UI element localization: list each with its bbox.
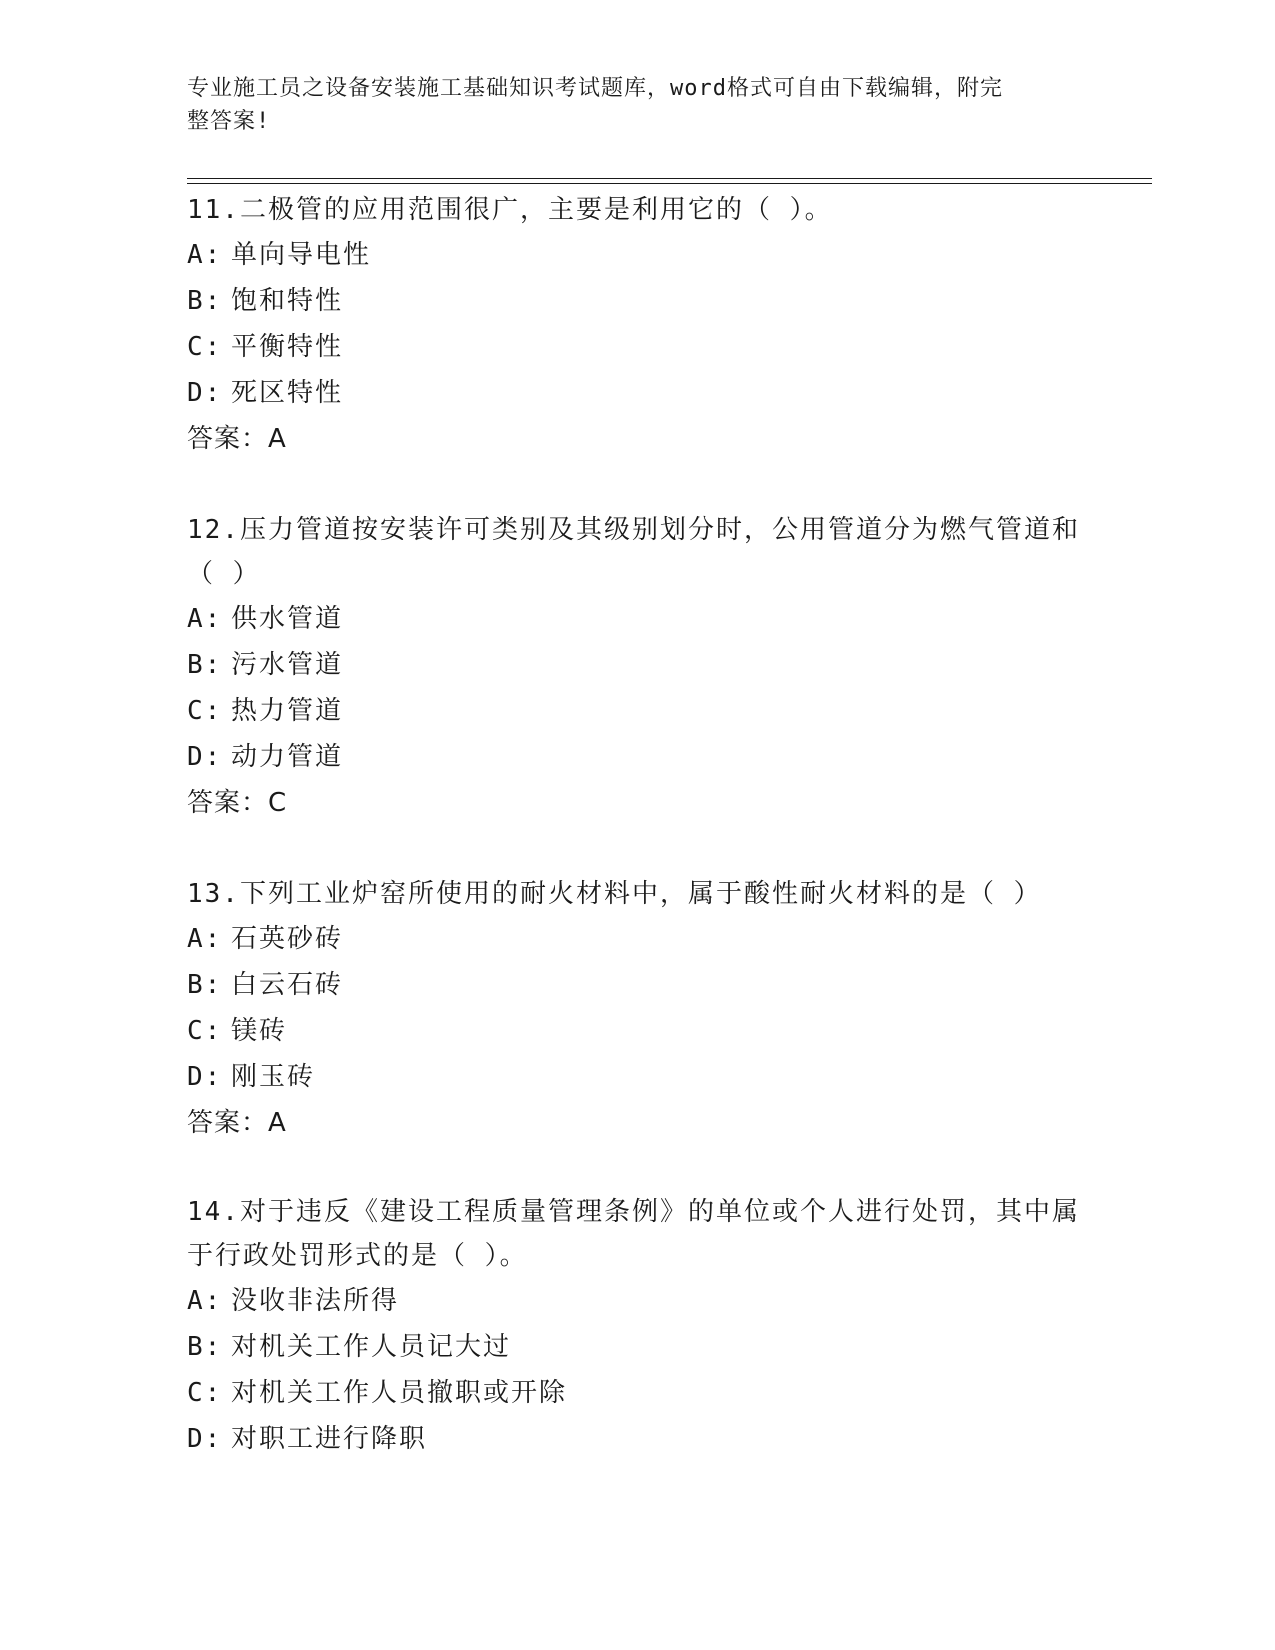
document-header	[187, 72, 1067, 138]
option-text: 平衡特性	[231, 332, 344, 362]
option-text: 刚玉砖	[231, 1062, 316, 1092]
option-key: B:	[187, 1332, 223, 1362]
question-12	[187, 508, 1087, 826]
option-d	[187, 734, 1087, 780]
option-key: B:	[187, 286, 223, 316]
option-key: D:	[187, 1062, 223, 1092]
option-text: 动力管道	[231, 742, 344, 772]
answer-line: 答案：C	[187, 788, 288, 818]
option-key: B:	[187, 970, 223, 1000]
question-13	[187, 872, 1087, 1146]
option-key: D:	[187, 1424, 223, 1454]
option-c	[187, 688, 1087, 734]
answer-line: 答案：A	[187, 424, 287, 454]
option-text: 对机关工作人员记大过	[231, 1332, 512, 1362]
option-d	[187, 370, 1087, 416]
option-a	[187, 232, 1087, 278]
option-text: 供水管道	[231, 604, 344, 634]
option-b	[187, 278, 1087, 324]
header-title-line-1: 专业施工员之设备安装施工基础知识考试题库，word格式可自由下载编辑，附完	[187, 76, 1003, 101]
option-a	[187, 596, 1087, 642]
option-text: 污水管道	[231, 650, 344, 680]
question-stem: 11.二极管的应用范围很广，主要是利用它的（ ）。	[187, 195, 833, 225]
option-d	[187, 1416, 1087, 1462]
option-key: D:	[187, 378, 223, 408]
question-14	[187, 1190, 1087, 1462]
option-c	[187, 1008, 1087, 1054]
option-key: D:	[187, 742, 223, 772]
option-b	[187, 642, 1087, 688]
option-text: 热力管道	[231, 696, 344, 726]
option-key: C:	[187, 1016, 223, 1046]
option-key: C:	[187, 332, 223, 362]
option-text: 单向导电性	[231, 240, 372, 270]
option-d	[187, 1054, 1087, 1100]
option-text: 饱和特性	[231, 286, 344, 316]
option-text: 没收非法所得	[231, 1286, 400, 1316]
question-stem: 14.对于违反《建设工程质量管理条例》的单位或个人进行处罚，其中属于行政处罚形式的是（ ）。	[187, 1197, 1080, 1271]
option-b	[187, 962, 1087, 1008]
option-text: 白云石砖	[231, 970, 344, 1000]
option-key: A:	[187, 1286, 223, 1316]
header-divider-top	[187, 178, 1152, 179]
option-key: A:	[187, 604, 223, 634]
option-key: B:	[187, 650, 223, 680]
option-a	[187, 1278, 1087, 1324]
option-key: A:	[187, 240, 223, 270]
option-c	[187, 1370, 1087, 1416]
option-b	[187, 1324, 1087, 1370]
question-11	[187, 188, 1087, 462]
option-text: 对机关工作人员撤职或开除	[231, 1378, 568, 1408]
option-text: 石英砂砖	[231, 924, 344, 954]
option-text: 对职工进行降职	[231, 1424, 428, 1454]
option-c	[187, 324, 1087, 370]
option-key: C:	[187, 696, 223, 726]
option-a	[187, 916, 1087, 962]
answer-line: 答案：A	[187, 1108, 287, 1138]
question-stem: 12.压力管道按安装许可类别及其级别划分时，公用管道分为燃气管道和（ ）	[187, 515, 1080, 589]
option-text: 镁砖	[231, 1016, 288, 1046]
question-stem: 13.下列工业炉窑所使用的耐火材料中，属于酸性耐火材料的是（ ）	[187, 879, 1042, 909]
option-key: A:	[187, 924, 223, 954]
option-text: 死区特性	[231, 378, 344, 408]
header-title-line-2: 整答案!	[187, 109, 271, 134]
option-key: C:	[187, 1378, 223, 1408]
header-divider-bottom	[187, 183, 1152, 184]
